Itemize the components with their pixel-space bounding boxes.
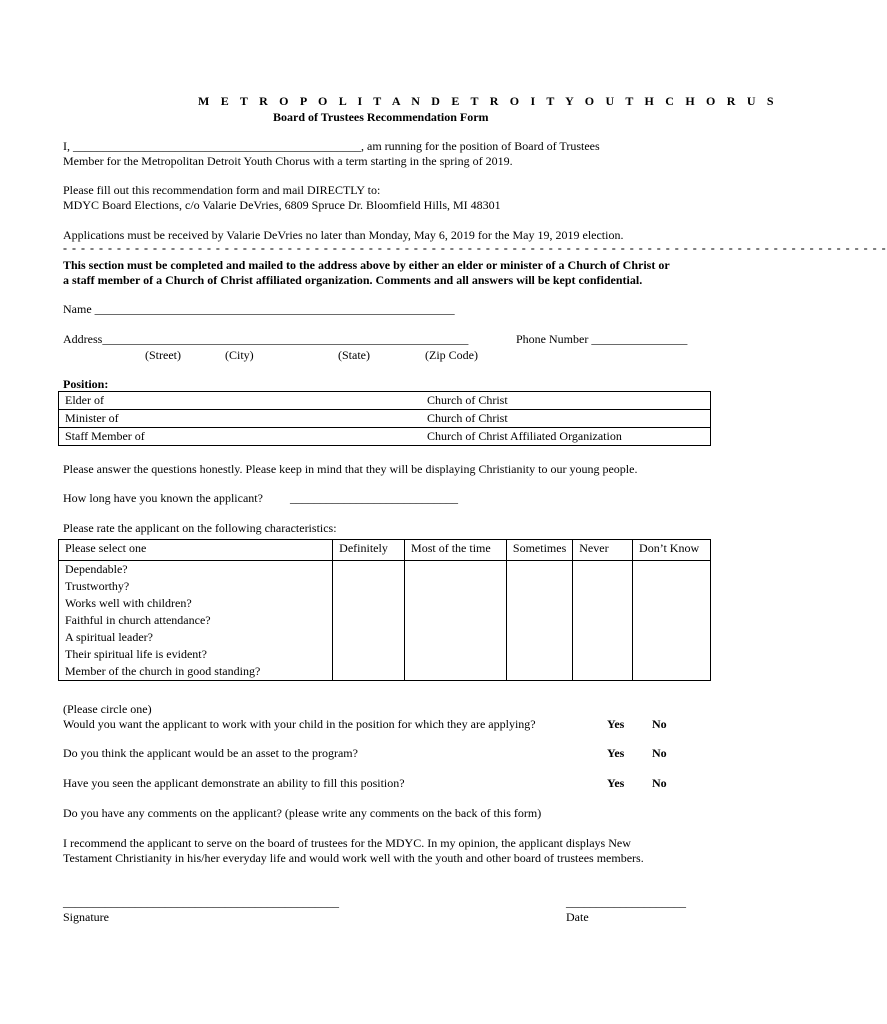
- position-role: Staff Member of: [59, 428, 422, 446]
- rating-cell[interactable]: [405, 646, 507, 663]
- rating-cell[interactable]: [573, 663, 633, 681]
- position-row[interactable]: [59, 428, 711, 446]
- position-church: Church of Christ: [421, 392, 711, 410]
- rating-row: [59, 595, 711, 612]
- rating-header: Definitely: [333, 540, 405, 561]
- rating-cell[interactable]: [405, 578, 507, 595]
- rating-cell[interactable]: [633, 646, 711, 663]
- rating-item: Their spiritual life is evident?: [59, 646, 333, 663]
- state-label: (State): [338, 348, 370, 362]
- rating-row: [59, 561, 711, 579]
- no-option[interactable]: No: [652, 776, 667, 790]
- rating-cell[interactable]: [405, 595, 507, 612]
- rating-cell[interactable]: [633, 629, 711, 646]
- rating-cell[interactable]: [573, 612, 633, 629]
- honesty-note: Please answer the questions honestly. Please keep in mind that they will be displaying Christianity to our young people.: [63, 462, 638, 476]
- rating-item: Faithful in church attendance?: [59, 612, 333, 629]
- recommend-line-2: Testament Christianity in his/her everyday life and would work well with the youth and other board of trustees members.: [63, 851, 644, 865]
- rating-item: Trustworthy?: [59, 578, 333, 595]
- yes-option[interactable]: Yes: [607, 717, 625, 731]
- position-role: Minister of: [59, 410, 422, 428]
- rating-item: A spiritual leader?: [59, 629, 333, 646]
- zip-label: (Zip Code): [425, 348, 478, 362]
- signature-label: Signature: [63, 910, 109, 924]
- rating-cell[interactable]: [405, 629, 507, 646]
- rating-cell[interactable]: [506, 578, 572, 595]
- rating-cell[interactable]: [633, 561, 711, 579]
- rating-table: [58, 539, 711, 681]
- rating-cell[interactable]: [506, 612, 572, 629]
- yesno-question: Have you seen the applicant demonstrate an ability to fill this position?: [63, 776, 405, 790]
- position-label: Position:: [63, 377, 109, 391]
- address-field[interactable]: Address_____________________________________________________________: [63, 332, 469, 346]
- position-row[interactable]: [59, 392, 711, 410]
- yes-option[interactable]: Yes: [607, 776, 625, 790]
- circle-instruction: (Please circle one): [63, 702, 152, 716]
- rating-cell[interactable]: [333, 629, 405, 646]
- deadline-text: Applications must be received by Valarie DeVries no later than Monday, May 6, 2019 for the May 19, 2019 election.: [63, 228, 624, 242]
- known-question: How long have you known the applicant?: [63, 491, 263, 505]
- rating-cell[interactable]: [573, 561, 633, 579]
- rating-cell[interactable]: [333, 595, 405, 612]
- yes-option[interactable]: Yes: [607, 746, 625, 760]
- rating-cell[interactable]: [506, 646, 572, 663]
- rating-row: [59, 629, 711, 646]
- intro-line-1: I, ________________________________________________, am running for the position of Board of Trustees: [63, 139, 600, 153]
- rating-cell[interactable]: [506, 595, 572, 612]
- rating-cell[interactable]: [633, 612, 711, 629]
- rating-cell[interactable]: [333, 646, 405, 663]
- date-line[interactable]: ____________________: [566, 895, 686, 909]
- rating-row: [59, 612, 711, 629]
- street-label: (Street): [145, 348, 181, 362]
- rating-item: Dependable?: [59, 561, 333, 579]
- position-table: [58, 391, 711, 446]
- form-title: Board of Trustees Recommendation Form: [273, 110, 489, 124]
- rating-header: Most of the time: [405, 540, 507, 561]
- recommend-line-1: I recommend the applicant to serve on the board of trustees for the MDYC. In my opinion, the applicant displays New: [63, 836, 631, 850]
- position-row[interactable]: [59, 410, 711, 428]
- rating-header-row: [59, 540, 711, 561]
- rating-cell[interactable]: [333, 663, 405, 681]
- rating-cell[interactable]: [333, 561, 405, 579]
- mail-instruction: Please fill out this recommendation form and mail DIRECTLY to:: [63, 183, 381, 197]
- rating-cell[interactable]: [633, 578, 711, 595]
- rating-header: Never: [573, 540, 633, 561]
- rating-cell[interactable]: [573, 629, 633, 646]
- known-answer-field[interactable]: ____________________________: [290, 491, 458, 505]
- rating-row: [59, 663, 711, 681]
- rating-intro: Please rate the applicant on the following characteristics:: [63, 521, 337, 535]
- rating-cell[interactable]: [506, 561, 572, 579]
- date-label: Date: [566, 910, 589, 924]
- rating-cell[interactable]: [405, 663, 507, 681]
- rating-cell[interactable]: [333, 578, 405, 595]
- yesno-question: Do you think the applicant would be an asset to the program?: [63, 746, 358, 760]
- position-role: Elder of: [59, 392, 422, 410]
- position-church: Church of Christ: [421, 410, 711, 428]
- rating-cell[interactable]: [405, 561, 507, 579]
- position-church: Church of Christ Affiliated Organization: [421, 428, 711, 446]
- rating-cell[interactable]: [573, 595, 633, 612]
- rating-header: Please select one: [59, 540, 333, 561]
- organization-title: M E T R O P O L I T A N D E T R O I T Y O U T H C H O R U S: [198, 94, 778, 108]
- rating-cell[interactable]: [333, 612, 405, 629]
- intro-line-2: Member for the Metropolitan Detroit Youth Chorus with a term starting in the spring of 2019.: [63, 154, 513, 168]
- phone-field[interactable]: Phone Number ________________: [516, 332, 688, 346]
- rating-cell[interactable]: [506, 629, 572, 646]
- signature-line[interactable]: ______________________________________________: [63, 895, 339, 909]
- notice-line-2: a staff member of a Church of Christ affiliated organization. Comments and all answers will be kept confidential.: [63, 273, 643, 287]
- city-label: (City): [225, 348, 254, 362]
- rating-cell[interactable]: [573, 578, 633, 595]
- mail-address: MDYC Board Elections, c/o Valarie DeVries, 6809 Spruce Dr. Bloomfield Hills, MI 48301: [63, 198, 501, 212]
- rating-header: Don’t Know: [633, 540, 711, 561]
- rating-header: Sometimes: [506, 540, 572, 561]
- comments-prompt: Do you have any comments on the applicant? (please write any comments on the back of this form): [63, 806, 542, 820]
- rating-cell[interactable]: [506, 663, 572, 681]
- no-option[interactable]: No: [652, 717, 667, 731]
- notice-line-1: This section must be completed and mailed to the address above by either an elder or minister of a Church of Christ or: [63, 258, 670, 272]
- rating-cell[interactable]: [573, 646, 633, 663]
- separator-line: - - - - - - - - - - - - - - - - - - - - - - - - - - - - - - - - - - - - - - - - - - - - - - - - - - - - - - - - - - - - - - - - - - - - - - - - - - - - - - - - - - - - - - - - - - - -: [63, 241, 887, 255]
- rating-row: [59, 646, 711, 663]
- rating-item: Member of the church in good standing?: [59, 663, 333, 681]
- rating-cell[interactable]: [633, 663, 711, 681]
- no-option[interactable]: No: [652, 746, 667, 760]
- rating-row: [59, 578, 711, 595]
- rating-item: Works well with children?: [59, 595, 333, 612]
- rating-cell[interactable]: [405, 612, 507, 629]
- rating-cell[interactable]: [633, 595, 711, 612]
- yesno-question: Would you want the applicant to work with your child in the position for which they are applying?: [63, 717, 536, 731]
- name-field[interactable]: Name ____________________________________________________________: [63, 302, 455, 316]
